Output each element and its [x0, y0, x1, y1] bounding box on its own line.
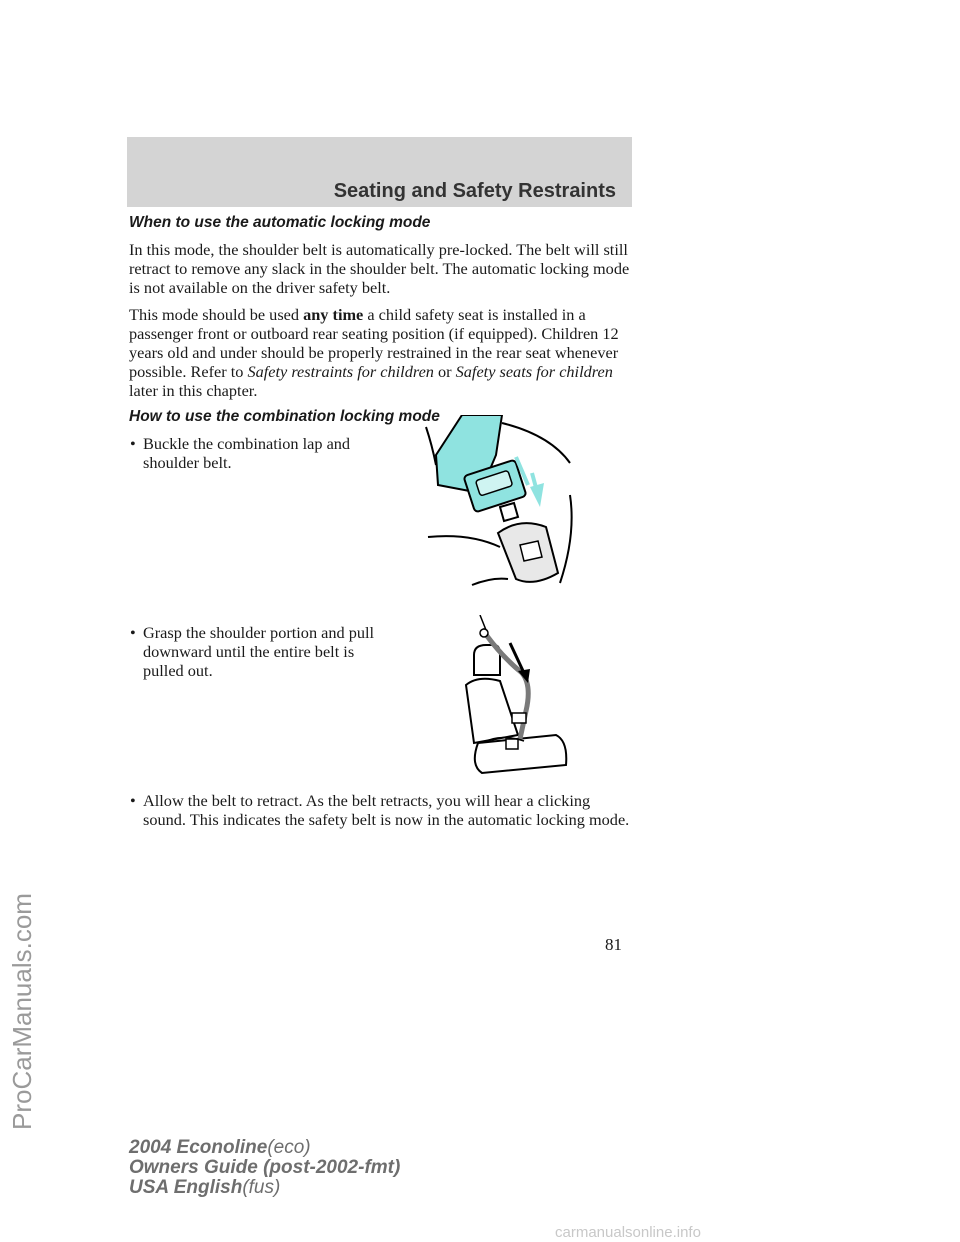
footer-line-3: [129, 1178, 400, 1198]
buckle-illustration: [420, 415, 580, 605]
text: or: [433, 362, 456, 381]
bullet-item-buckle: [129, 434, 383, 472]
page-number: 81: [605, 935, 622, 954]
bullet-text: Buckle the combination lap and shoulder belt.: [143, 434, 351, 472]
text: later in this chapter.: [129, 381, 258, 400]
reference-safety-seats: Safety seats for children: [455, 362, 613, 381]
bullet-dot: •: [130, 623, 136, 642]
footer-guide: Owners Guide (post-2002-fmt): [129, 1157, 401, 1178]
bullet-text: Grasp the shoulder portion and pull downward until the entire belt is pulled out.: [143, 623, 375, 680]
header-band: [127, 137, 632, 207]
footer-line-2: [129, 1158, 400, 1178]
bottom-watermark: carmanualsonline.info: [555, 1224, 701, 1241]
bullet-item-retract: [129, 791, 633, 829]
bullet-dot: •: [130, 434, 136, 453]
page-title: Seating and Safety Restraints: [333, 180, 616, 202]
side-watermark: ProCarManuals.com: [6, 893, 37, 1130]
footer-language-code: (fus): [242, 1177, 281, 1198]
footer-line-1: [129, 1138, 400, 1158]
footer-model-code: (eco): [267, 1137, 311, 1158]
bullet-dot: •: [130, 791, 136, 810]
text: a child safety seat is installed in a passenger front or outboard rear seating position (if equipped). Children 12 years old and under should be properly restrained in the rear seat whenever possible. Refer to: [129, 305, 619, 381]
bullet-text: Allow the belt to retract. As the belt retracts, you will hear a clicking sound. This indicates the safety belt is now in the automatic locking mode.: [143, 791, 630, 829]
seat-belt-pull-illustration: [460, 615, 570, 780]
reference-safety-restraints: Safety restraints for children: [247, 362, 434, 381]
footer-model: 2004 Econoline: [129, 1137, 268, 1158]
section-heading-automatic: When to use the automatic locking mode: [129, 214, 431, 231]
paragraph-automatic-2: [129, 305, 632, 400]
footer: [129, 1138, 400, 1198]
section-heading-combination: How to use the combination locking mode: [129, 408, 440, 425]
emphasis-any-time: any time: [303, 305, 364, 324]
footer-language: USA English: [129, 1177, 243, 1198]
bullet-item-grasp: [129, 623, 383, 680]
paragraph-automatic-1: In this mode, the shoulder belt is automatically pre-locked. The belt will still retract to remove any slack in the shoulder belt. The automatic locking mode is not available on the driver safety belt.: [129, 240, 630, 297]
text: This mode should be used: [129, 305, 304, 324]
